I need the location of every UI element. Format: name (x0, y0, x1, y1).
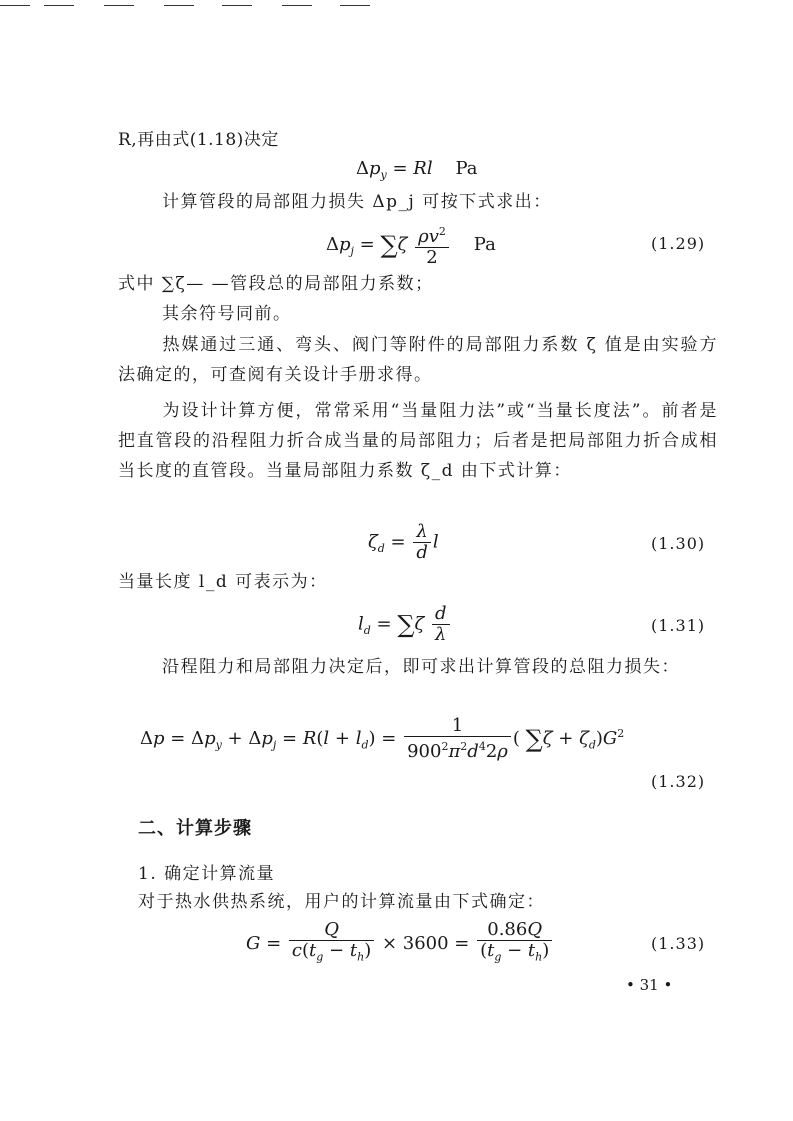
text-line-equivalent-length: 当量长度 l_d 可表示为： (118, 572, 328, 592)
paragraph-total-resistance: 沿程阻力和局部阻力决定后，即可求出计算管段的总阻力损失： (162, 657, 680, 677)
equation-number-1-33: (1.33) (651, 934, 706, 953)
equation-number-1-32: (1.32) (651, 772, 706, 791)
equation-dpy: $\Delta p_y = Rl$ Pa (356, 158, 478, 182)
page-top-rule (0, 0, 793, 8)
equation-1-32: $\Delta p = \Delta p_y + \Delta p_j = R(l + l_d)$ = $\frac{1}{900^2\pi^2d^42\rho}$ ( $\sum\zeta + \zeta_d)G^2$ (140, 715, 625, 762)
equation-number-1-29: (1.29) (651, 234, 706, 253)
text-line-local-loss: 计算管段的局部阻力损失 Δp_j 可按下式求出： (162, 192, 552, 212)
equation-number-1-30: (1.30) (651, 534, 706, 553)
text-line-others: 其余符号同前。 (162, 304, 292, 324)
section-heading-calculation-steps: 二、计算步骤 (138, 818, 252, 839)
equation-number-1-31: (1.31) (651, 616, 706, 635)
equation-1-29: $\Delta p_j = \sum\zeta$ $\frac{\rho v^2}{2}$ Pa (326, 222, 496, 268)
step-1-heading: 1. 确定计算流量 (138, 864, 276, 884)
equation-1-31: $l_d = \sum\zeta$ $\frac{d}{\lambda}$ (358, 604, 452, 645)
equation-1-30: $\zeta_d$ = $\frac{\lambda}{d}$ l (368, 521, 439, 563)
text-line-hot-water: 对于热水供热系统，用户的计算流量由下式确定： (138, 892, 545, 912)
paragraph-equivalent-method: 为设计计算方便，常常采用“当量阻力法”或“当量长度法”。前者是把直管段的沿程阻力折合成当量的局部阻力；后者是把局部阻力折合成相当长度的直管段。当量局部阻力系数 ζ_d 由下式计算： (118, 401, 718, 481)
equation-1-33: G = $\frac{Q}{c(t_g - t_h)}$ × 3600 = $\frac{0.86Q}{(t_g - t_h)}$ (246, 920, 554, 968)
text-line-r: R,再由式(1.18)决定 (118, 130, 279, 150)
paragraph-local-resistance: 热媒通过三通、弯头、阀门等附件的局部阻力系数 ζ 值是由实验方法确定的，可查阅有关设计手册求得。 (118, 335, 718, 385)
page-number: • 31 • (626, 976, 673, 994)
text-line-where: 式中 ∑ζ— —管段总的局部阻力系数； (118, 274, 434, 294)
